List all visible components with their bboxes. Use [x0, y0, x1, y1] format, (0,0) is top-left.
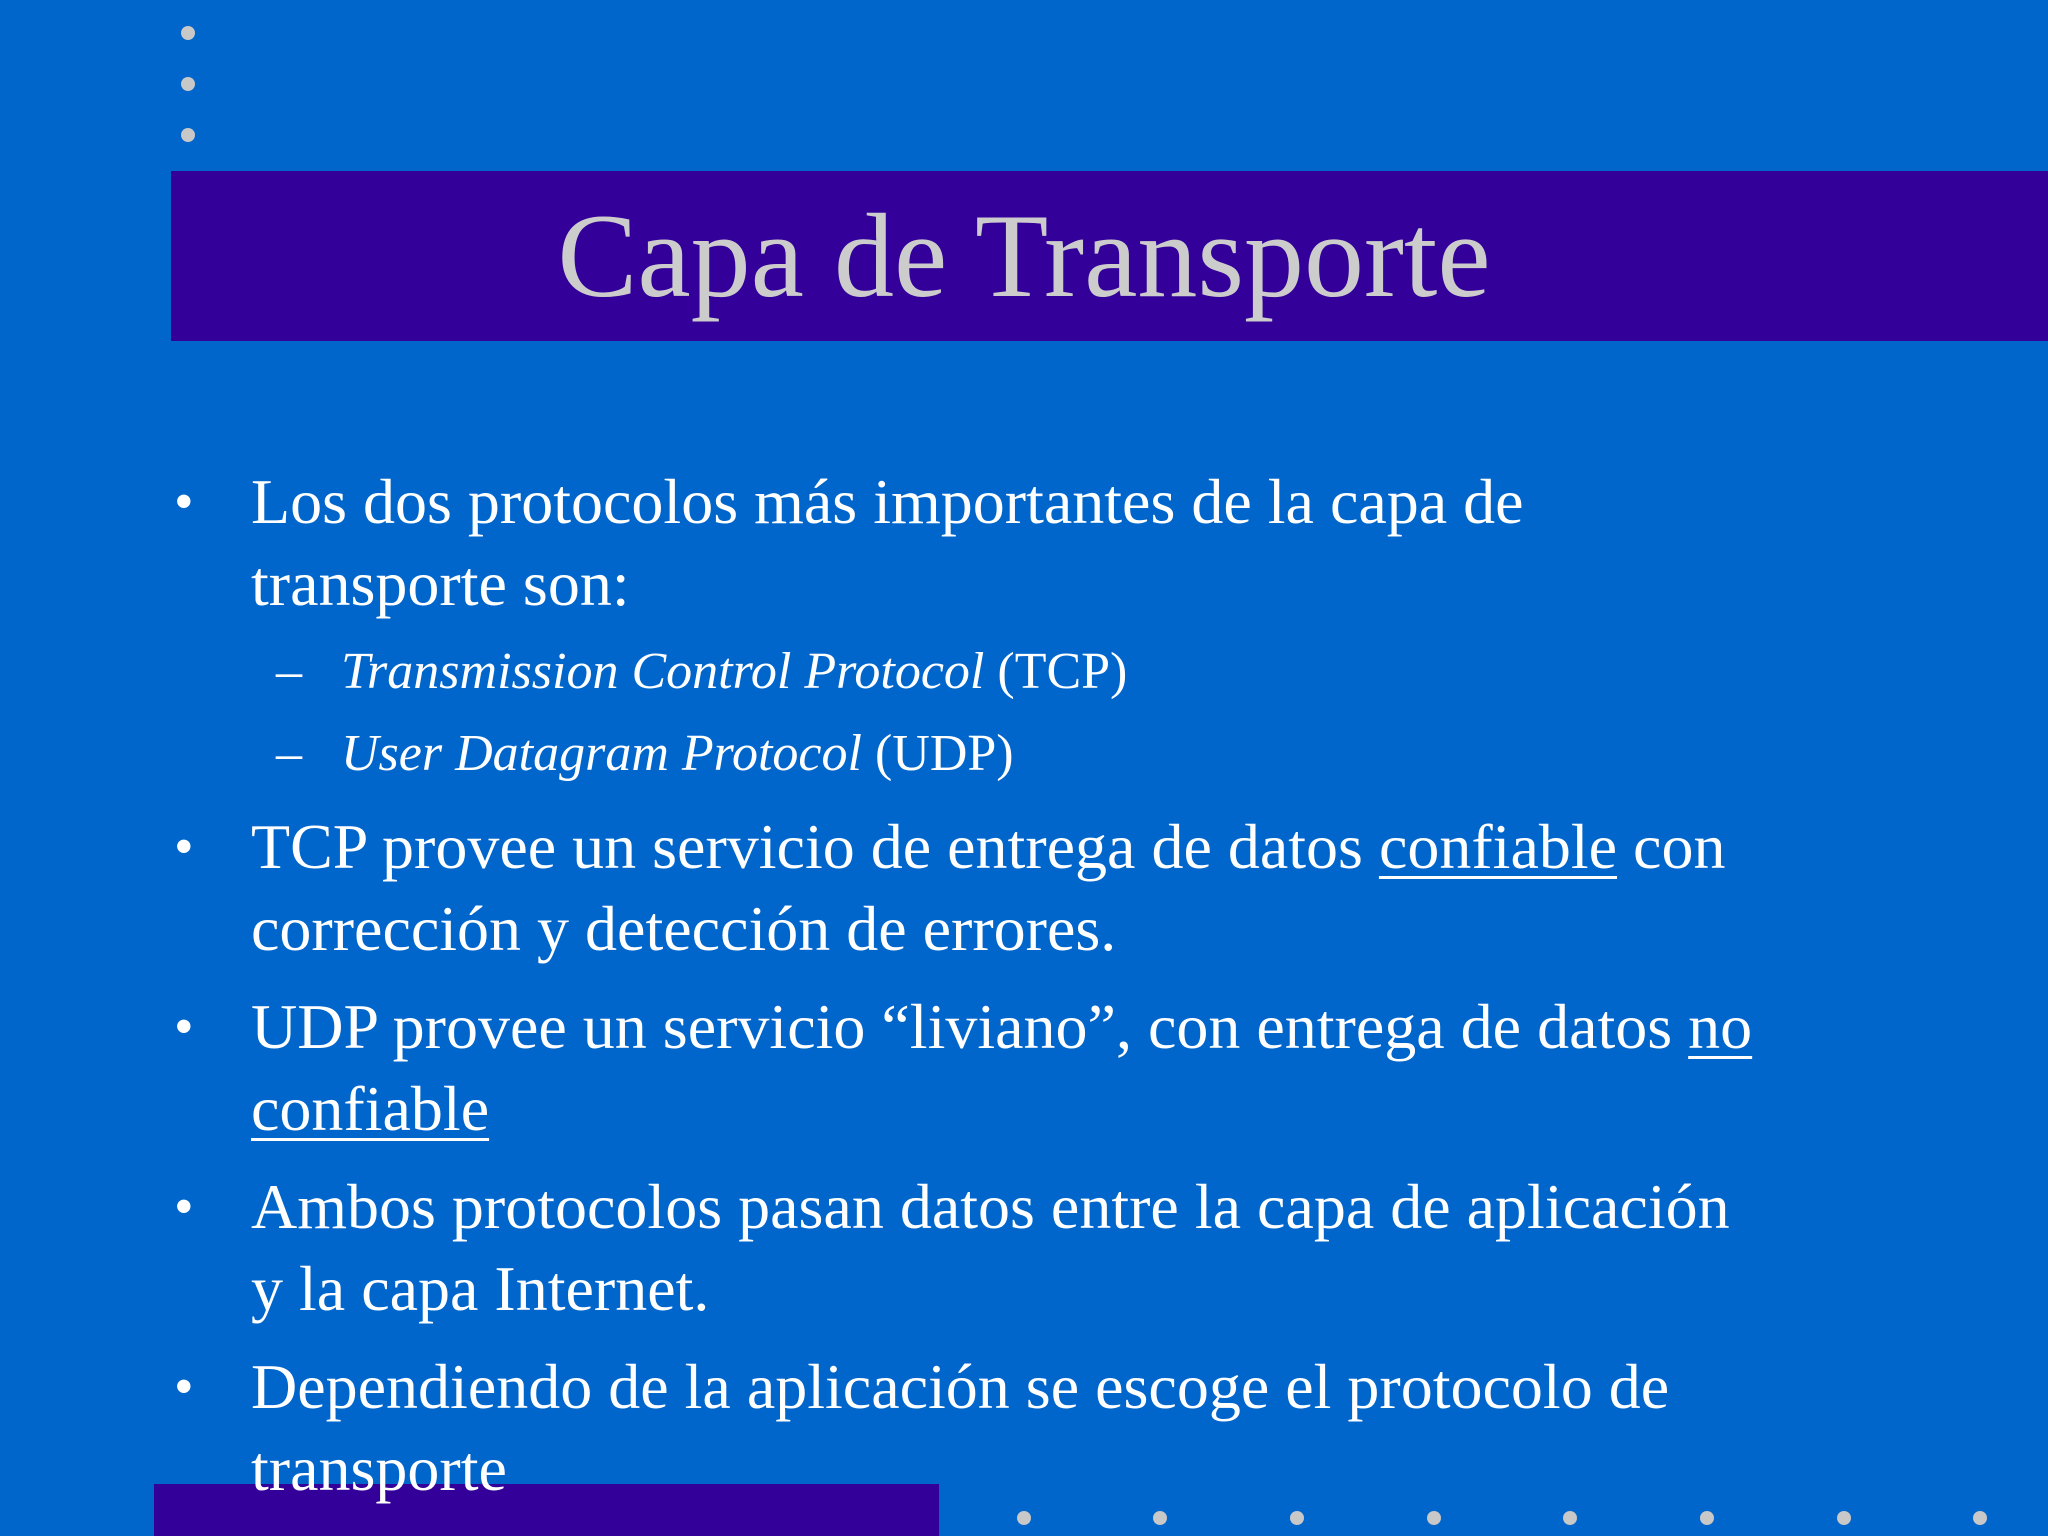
text-run: UDP provee un servicio “liviano”, con entrega de datos — [251, 991, 1689, 1062]
sub-item — [0, 713, 2048, 795]
bullet-text-line: Ambos protocolos pasan datos entre la capa de aplicación — [251, 1171, 1730, 1242]
bullet-marker: • — [174, 1176, 194, 1238]
sub-item-abbrev: (TCP) — [984, 643, 1128, 700]
sub-item-text — [341, 631, 1127, 713]
sub-item-dash: – — [276, 643, 302, 700]
text-run: con — [1617, 811, 1726, 882]
bullet-marker: • — [174, 1356, 194, 1418]
text-run: TCP provee un servicio de entrega de datos — [251, 811, 1379, 882]
bullet-text-line: transporte — [251, 1433, 507, 1504]
bullet-text-line — [251, 806, 1911, 888]
sub-item-italic: Transmission Control Protocol — [341, 643, 985, 700]
bullet-text-line: y la capa Internet. — [251, 1253, 710, 1324]
bullet-marker: • — [174, 816, 194, 878]
bullet-text-line: Los dos protocolos más importantes de la capa de — [251, 466, 1524, 537]
bullet-marker: • — [174, 996, 194, 1058]
underlined-term: confiable — [251, 1073, 490, 1144]
sub-item-dash: – — [276, 725, 302, 782]
sub-item-abbrev: (UDP) — [861, 725, 1014, 782]
sub-item-text — [341, 713, 1014, 795]
bullet-marker: • — [174, 471, 194, 533]
bullet-text-line — [251, 1068, 1911, 1150]
bullet-text-line — [251, 986, 1911, 1068]
slide-title: Capa de Transporte — [557, 189, 1491, 322]
sub-item — [0, 631, 2048, 713]
underlined-term: no — [1688, 991, 1753, 1062]
bullet-text-line: Dependiendo de la aplicación se escoge el protocolo de — [251, 1351, 1670, 1422]
underlined-term: confiable — [1378, 811, 1618, 882]
bullet-text-line: corrección y detección de errores. — [251, 893, 1117, 964]
bullet-text-line: transporte son: — [251, 548, 630, 619]
sub-item-italic: User Datagram Protocol — [341, 725, 862, 782]
